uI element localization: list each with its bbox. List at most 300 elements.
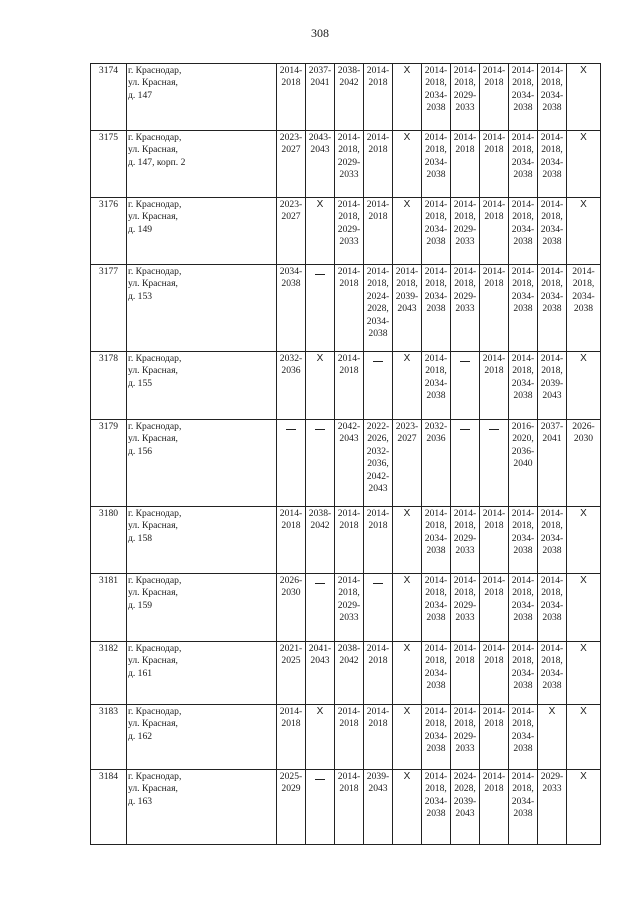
cross-mark: X [580, 65, 587, 76]
period-line: 2039- [453, 795, 477, 807]
period-line: 2014- [366, 199, 390, 210]
row-number: 3175 [91, 131, 127, 198]
period-line: 2014- [424, 508, 448, 519]
cross-cell [567, 642, 601, 705]
period-line: 2028, [367, 303, 389, 315]
period-line: 2014- [482, 706, 506, 717]
address-line: д. 161 [128, 667, 153, 679]
period-line: 2014- [453, 132, 477, 143]
address-line: д. 153 [128, 290, 153, 302]
cross-cell [393, 507, 422, 574]
cross-mark: X [316, 199, 324, 210]
period-cell [277, 770, 306, 845]
period-line: 2018, [425, 144, 447, 156]
period-line: 2014- [511, 353, 535, 364]
period-line: 2037- [540, 421, 564, 432]
period-cell [480, 770, 509, 845]
period-line: 2014- [395, 266, 419, 277]
period-line: 2025 [281, 655, 301, 667]
period-cell [335, 265, 364, 352]
period-line: 2018, [425, 718, 447, 730]
period-cell [277, 198, 306, 265]
table-row [91, 265, 601, 352]
period-line: 2014- [482, 771, 506, 782]
period-line: 2018 [484, 278, 504, 290]
period-line: 2014- [366, 132, 390, 143]
period-line: 2018, [512, 718, 534, 730]
period-line: 2038 [513, 169, 533, 181]
dash-cell [451, 420, 480, 507]
address-line: г. Краснодар, [128, 706, 182, 717]
period-line: 2038 [542, 545, 562, 557]
period-line: 2018, [425, 783, 447, 795]
cross-cell [306, 705, 335, 770]
cross-mark: X [403, 643, 411, 654]
period-line: 2042 [310, 520, 330, 532]
cross-mark: X [580, 508, 587, 519]
period-line: 2018 [368, 211, 388, 223]
period-line: 2043 [368, 483, 388, 495]
period-line: 2042- [366, 470, 390, 482]
period-cell [393, 420, 422, 507]
period-line: 2018 [484, 365, 504, 377]
period-line: 2018 [339, 783, 359, 795]
period-cell [335, 64, 364, 131]
period-cell [509, 131, 538, 198]
dash-cell [451, 352, 480, 420]
period-line: 2014- [540, 65, 564, 76]
period-line: 2034- [424, 290, 448, 302]
period-line: 2018, [512, 783, 534, 795]
cross-cell [567, 507, 601, 574]
period-line: 2018, [541, 211, 563, 223]
address-cell [127, 507, 277, 574]
period-cell [277, 352, 306, 420]
row-number: 3184 [91, 770, 127, 845]
cross-cell [393, 705, 422, 770]
period-line: 2036 [426, 433, 446, 445]
period-line: 2034- [511, 795, 535, 807]
address-line: д. 147, корп. 2 [128, 156, 186, 168]
period-line: 2018, [512, 77, 534, 89]
period-cell [509, 64, 538, 131]
period-line: 2018 [368, 77, 388, 89]
period-line: 2034- [424, 599, 448, 611]
period-cell [509, 507, 538, 574]
table-row [91, 198, 601, 265]
period-line: 2018, [425, 365, 447, 377]
period-line: 2038 [281, 278, 301, 290]
dash-cell [364, 574, 393, 642]
address-cell [127, 642, 277, 705]
period-cell [364, 705, 393, 770]
period-line: 2018, [512, 144, 534, 156]
period-line: 2034- [540, 290, 564, 302]
address-line: д. 162 [128, 730, 153, 742]
address-cell [127, 420, 277, 507]
period-line: 2014- [453, 508, 477, 519]
period-cell [509, 770, 538, 845]
period-line: 2018 [484, 655, 504, 667]
period-line: 2018, [396, 278, 418, 290]
period-line: 2014- [424, 353, 448, 364]
period-cell [422, 64, 451, 131]
period-line: 2018, [454, 77, 476, 89]
period-line: 2014- [424, 643, 448, 654]
address-line: д. 158 [128, 532, 153, 544]
period-cell [480, 131, 509, 198]
period-line: 2038 [426, 236, 446, 248]
period-line: 2014- [366, 65, 390, 76]
period-line: 2034- [279, 266, 303, 277]
address-cell [127, 574, 277, 642]
period-line: 2018 [339, 718, 359, 730]
cross-mark: X [403, 132, 411, 143]
period-cell [335, 198, 364, 265]
period-line: 2042 [339, 77, 359, 89]
cross-mark: X [580, 706, 587, 717]
period-line: 2026, [367, 433, 389, 445]
row-number: 3177 [91, 265, 127, 352]
period-line: 2018, [338, 144, 360, 156]
period-line: 2018 [339, 278, 359, 290]
period-line: 2018 [281, 718, 301, 730]
period-cell [422, 705, 451, 770]
period-line: 2018 [368, 655, 388, 667]
period-cell [567, 420, 601, 507]
cross-mark: X [403, 706, 411, 717]
period-line: 2038 [542, 169, 562, 181]
period-line: 2036, [367, 458, 389, 470]
period-line: 2014- [424, 65, 448, 76]
period-line: 2032- [424, 421, 448, 432]
cross-cell [567, 64, 601, 131]
period-line: 2014- [337, 575, 361, 586]
cross-cell [393, 770, 422, 845]
period-cell [480, 265, 509, 352]
dash-cell [277, 420, 306, 507]
cross-mark: X [580, 132, 587, 143]
period-line: 2033 [339, 612, 359, 624]
period-cell [393, 265, 422, 352]
period-cell [509, 574, 538, 642]
period-cell [306, 507, 335, 574]
period-line: 2018, [512, 278, 534, 290]
period-line: 2038- [337, 643, 361, 654]
cross-cell [567, 131, 601, 198]
period-cell [480, 352, 509, 420]
table-body [91, 64, 601, 845]
period-cell [306, 642, 335, 705]
period-line: 2014- [337, 199, 361, 210]
period-cell [335, 642, 364, 705]
period-cell [422, 574, 451, 642]
row-number: 3182 [91, 642, 127, 705]
period-cell [364, 265, 393, 352]
period-line: 2038 [368, 328, 388, 340]
period-cell [538, 265, 567, 352]
period-cell [306, 131, 335, 198]
period-line: 2043 [455, 808, 475, 820]
period-line: 2039- [540, 377, 564, 389]
period-cell [567, 265, 601, 352]
period-line: 2014- [453, 199, 477, 210]
period-line: 2034- [511, 223, 535, 235]
period-line: 2016- [511, 421, 535, 432]
period-cell [422, 265, 451, 352]
cross-mark: X [580, 643, 587, 654]
cross-cell [567, 770, 601, 845]
period-line: 2038 [513, 680, 533, 692]
period-line: 2034- [572, 290, 595, 302]
period-line: 2014- [511, 199, 535, 210]
period-line: 2038- [337, 65, 361, 76]
address-line: д. 156 [128, 445, 153, 457]
period-line: 2029 [281, 783, 301, 795]
period-line: 2041 [310, 77, 330, 89]
period-line: 2038 [542, 236, 562, 248]
address-line: г. Краснодар, [128, 353, 182, 364]
table-row [91, 507, 601, 574]
period-line: 2014- [540, 353, 564, 364]
cross-cell [393, 352, 422, 420]
table-row [91, 420, 601, 507]
period-line: 2034- [511, 89, 535, 101]
period-line: 2026- [572, 421, 595, 432]
period-line: 2038 [542, 680, 562, 692]
period-line: 2018 [455, 655, 475, 667]
period-cell [538, 574, 567, 642]
period-line: 2038 [513, 303, 533, 315]
period-line: 2033 [339, 169, 359, 181]
cross-mark: X [403, 199, 411, 210]
period-line: 2038 [426, 743, 446, 755]
period-line: 2014- [424, 199, 448, 210]
period-line: 2014- [366, 266, 390, 277]
period-line: 2018, [541, 144, 563, 156]
period-cell [335, 352, 364, 420]
period-line: 2034- [540, 532, 564, 544]
period-line: 2018, [425, 587, 447, 599]
period-cell [422, 420, 451, 507]
period-line: 2038 [426, 808, 446, 820]
period-line: 2030 [281, 587, 301, 599]
row-number: 3181 [91, 574, 127, 642]
cross-cell [567, 574, 601, 642]
period-cell [335, 131, 364, 198]
period-line: 2032- [366, 445, 390, 457]
period-line: 2043 [310, 655, 330, 667]
period-cell [451, 770, 480, 845]
address-line: ул. Красная, [128, 144, 178, 156]
period-line: 2023- [279, 199, 303, 210]
period-line: 2033 [455, 743, 475, 755]
period-line: 2038 [426, 545, 446, 557]
period-line: 2018, [512, 587, 534, 599]
period-line: 2038 [513, 390, 533, 402]
period-line: 2014- [366, 706, 390, 717]
period-line: 2030 [573, 433, 594, 445]
period-cell [364, 198, 393, 265]
period-line: 2014- [540, 132, 564, 143]
row-number: 3180 [91, 507, 127, 574]
period-line: 2034- [424, 89, 448, 101]
address-cell [127, 770, 277, 845]
period-line: 2033 [455, 545, 475, 557]
cross-mark: X [403, 771, 411, 782]
period-cell [451, 705, 480, 770]
period-cell [509, 198, 538, 265]
period-line: 2014- [540, 643, 564, 654]
period-line: 2034- [424, 156, 448, 168]
period-line: 2018 [484, 587, 504, 599]
address-line: д. 155 [128, 377, 153, 389]
period-line: 2014- [511, 706, 535, 717]
period-cell [538, 420, 567, 507]
period-line: 2018, [541, 365, 563, 377]
cross-mark: X [316, 706, 324, 717]
period-line: 2018 [339, 365, 359, 377]
period-line: 2018, [454, 587, 476, 599]
period-line: 2033 [455, 612, 475, 624]
period-line: 2014- [453, 706, 477, 717]
row-number: 3174 [91, 64, 127, 131]
period-cell [335, 507, 364, 574]
period-cell [277, 507, 306, 574]
period-cell [480, 64, 509, 131]
period-line: 2018 [484, 211, 504, 223]
period-line: 2018 [339, 520, 359, 532]
period-line: 2032- [279, 353, 303, 364]
period-line: 2043 [339, 433, 359, 445]
period-line: 2018, [512, 365, 534, 377]
period-line: 2018, [541, 77, 563, 89]
period-line: 2029- [453, 599, 477, 611]
period-cell [480, 507, 509, 574]
address-line: д. 159 [128, 599, 153, 611]
period-cell [538, 131, 567, 198]
period-line: 2038 [513, 545, 533, 557]
cross-cell [306, 352, 335, 420]
period-cell [451, 64, 480, 131]
address-line: ул. Красная, [128, 211, 178, 223]
period-line: 2014- [424, 266, 448, 277]
period-line: 2027 [281, 144, 301, 156]
period-line: 2034- [424, 377, 448, 389]
period-line: 2014- [511, 65, 535, 76]
cross-cell [567, 705, 601, 770]
period-cell [480, 574, 509, 642]
period-cell [364, 507, 393, 574]
period-line: 2034- [424, 667, 448, 679]
period-line: 2033 [542, 783, 562, 795]
period-line: 2037- [308, 65, 332, 76]
period-cell [422, 770, 451, 845]
period-cell [277, 574, 306, 642]
address-line: д. 149 [128, 223, 153, 235]
row-number: 3183 [91, 705, 127, 770]
period-line: 2036- [511, 445, 535, 457]
period-line: 2018, [512, 655, 534, 667]
period-line: 2043- [308, 132, 332, 143]
address-line: г. Краснодар, [128, 643, 182, 654]
period-line: 2038 [542, 612, 562, 624]
address-line: д. 147 [128, 89, 153, 101]
address-line: ул. Красная, [128, 278, 178, 290]
period-line: 2029- [453, 730, 477, 742]
address-line: ул. Красная, [128, 655, 178, 667]
dash-cell [306, 574, 335, 642]
period-cell [422, 131, 451, 198]
period-line: 2034- [366, 315, 390, 327]
period-line: 2018, [425, 278, 447, 290]
cross-mark: X [403, 65, 411, 76]
period-line: 2029- [337, 223, 361, 235]
period-line: 2018, [512, 520, 534, 532]
cross-cell [567, 352, 601, 420]
period-line: 2018 [368, 144, 388, 156]
period-line: 2025- [279, 771, 303, 782]
period-line: 2014- [279, 706, 303, 717]
period-line: 2039- [366, 771, 390, 782]
period-line: 2014- [279, 508, 303, 519]
period-line: 2041 [542, 433, 562, 445]
cross-mark: X [403, 353, 411, 364]
period-line: 2038 [426, 102, 446, 114]
period-line: 2014- [482, 353, 506, 364]
period-line: 2026- [279, 575, 303, 586]
period-line: 2014- [424, 575, 448, 586]
period-line: 2033 [455, 236, 475, 248]
address-line: ул. Красная, [128, 77, 178, 89]
address-cell [127, 705, 277, 770]
period-line: 2014- [337, 353, 361, 364]
period-line: 2034- [424, 532, 448, 544]
row-number: 3176 [91, 198, 127, 265]
period-line: 2038 [573, 303, 594, 315]
period-line: 2014- [366, 643, 390, 654]
period-line: 2024- [453, 771, 477, 782]
period-line: 2018, [454, 520, 476, 532]
period-cell [480, 198, 509, 265]
period-line: 2018 [281, 520, 301, 532]
address-line: ул. Красная, [128, 433, 178, 445]
period-line: 2014- [482, 266, 506, 277]
period-cell [364, 642, 393, 705]
row-number: 3179 [91, 420, 127, 507]
period-line: 2014- [337, 266, 361, 277]
page-number: 308 [311, 26, 329, 40]
period-line: 2018, [541, 655, 563, 667]
period-line: 2021- [279, 643, 303, 654]
cross-mark: X [403, 575, 411, 586]
address-line: г. Краснодар, [128, 266, 182, 277]
period-line: 2014- [482, 199, 506, 210]
table-row [91, 770, 601, 845]
period-line: 2014- [453, 575, 477, 586]
period-cell [335, 420, 364, 507]
period-cell [277, 265, 306, 352]
period-line: 2043 [542, 390, 562, 402]
period-line: 2020, [512, 433, 534, 445]
period-line: 2042- [337, 421, 361, 432]
period-cell [335, 574, 364, 642]
period-cell [451, 574, 480, 642]
period-cell [509, 265, 538, 352]
period-cell [509, 420, 538, 507]
period-line: 2018, [454, 718, 476, 730]
period-line: 2018 [455, 144, 475, 156]
